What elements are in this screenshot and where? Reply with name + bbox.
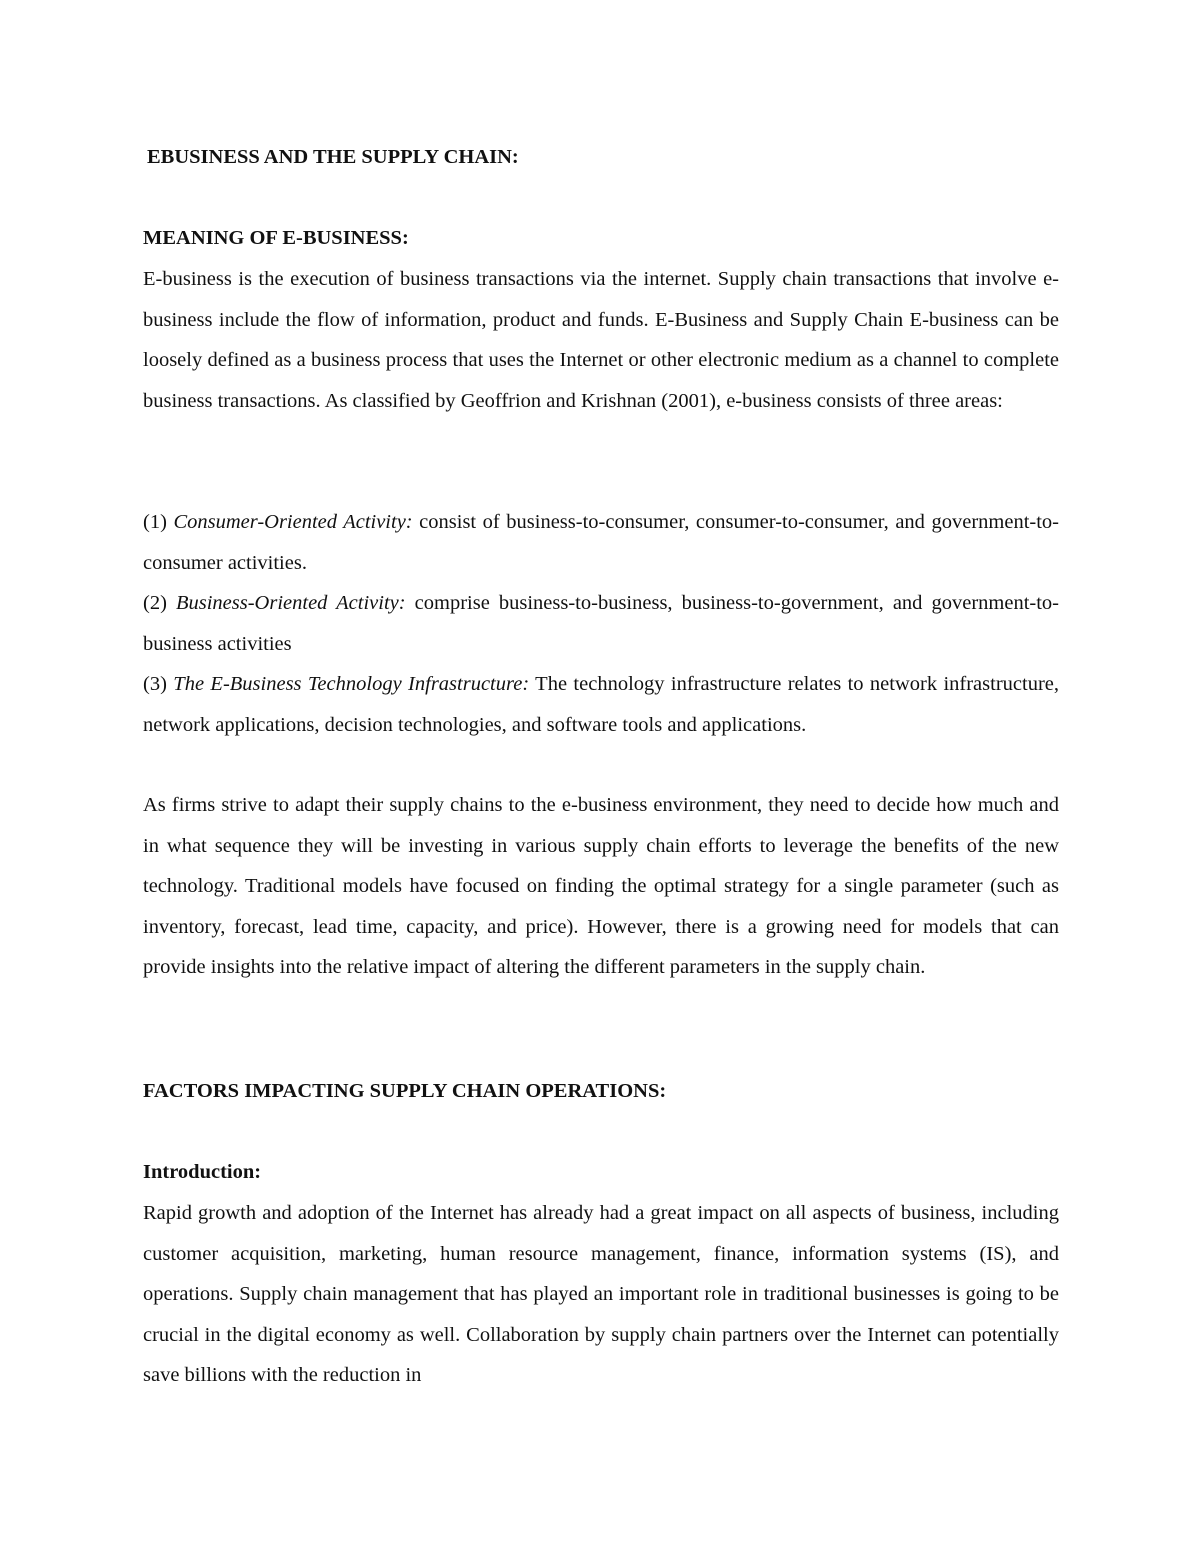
list-item [143, 664, 1059, 745]
subheading-introduction: Introduction: [143, 1161, 262, 1183]
paragraph-introduction: Rapid growth and adoption of the Internet has already had a great impact on all aspects of business, including customer acquisition, marketing, human resource management, finance, information systems (IS), and operations. Supply chain management that has played an important role in traditional businesses is going to be crucial in the digital economy as well. Collaboration by supply chain partners over the Internet can potentially save billions with the reduction in [143, 1202, 1059, 1387]
list-item-label: The E-Business Technology Infrastructure: [173, 673, 530, 696]
list-item-text: The technology infrastructure relates to network infrastructure, network applications, decision technologies, and software tools and applications. [143, 673, 1059, 736]
section-heading-meaning: MEANING OF E-BUSINESS: [143, 227, 409, 249]
list-item-label: Business-Oriented Activity: [175, 592, 406, 615]
list-item-number: (3) [143, 673, 167, 696]
list-item-number: (2) [143, 592, 167, 615]
list-item-text: consist of business-to-consumer, consumer-to-consumer, and government-to-consumer activities. [143, 511, 1059, 574]
document-title: EBUSINESS AND THE SUPPLY CHAIN: [147, 146, 519, 168]
list-item-number: (1) [143, 511, 167, 533]
list-ebusiness-areas [143, 502, 1059, 746]
paragraph-meaning: E-business is the execution of business transactions via the internet. Supply chain transactions that involve e-business include the flow of information, product and funds. E-Business and Supply Chain E-business can be loosely defined as a business process that uses the Internet or other electronic medium as a channel to complete business transactions. As classified by Geoffrion and Krishnan (2001), e-business consists of three areas: [143, 268, 1059, 412]
list-item [143, 583, 1059, 664]
list-item-text: comprise business-to-business, business-to-government, and government-to-business activities [143, 592, 1060, 655]
list-item-label: Consumer-Oriented Activity: [173, 511, 413, 533]
section-heading-factors: FACTORS IMPACTING SUPPLY CHAIN OPERATIONS: [143, 1080, 667, 1102]
list-item [143, 502, 1059, 583]
paragraph-strategy: As firms strive to adapt their supply chains to the e-business environment, they need to decide how much and in what sequence they will be investing in various supply chain efforts to leverage the benefits of the new technology. Traditional models have focused on finding the optimal strategy for a single parameter (such as inventory, forecast, lead time, capacity, and price). However, there is a growing need for models that can provide insights into the relative impact of altering the different parameters in the supply chain. [143, 794, 1059, 979]
